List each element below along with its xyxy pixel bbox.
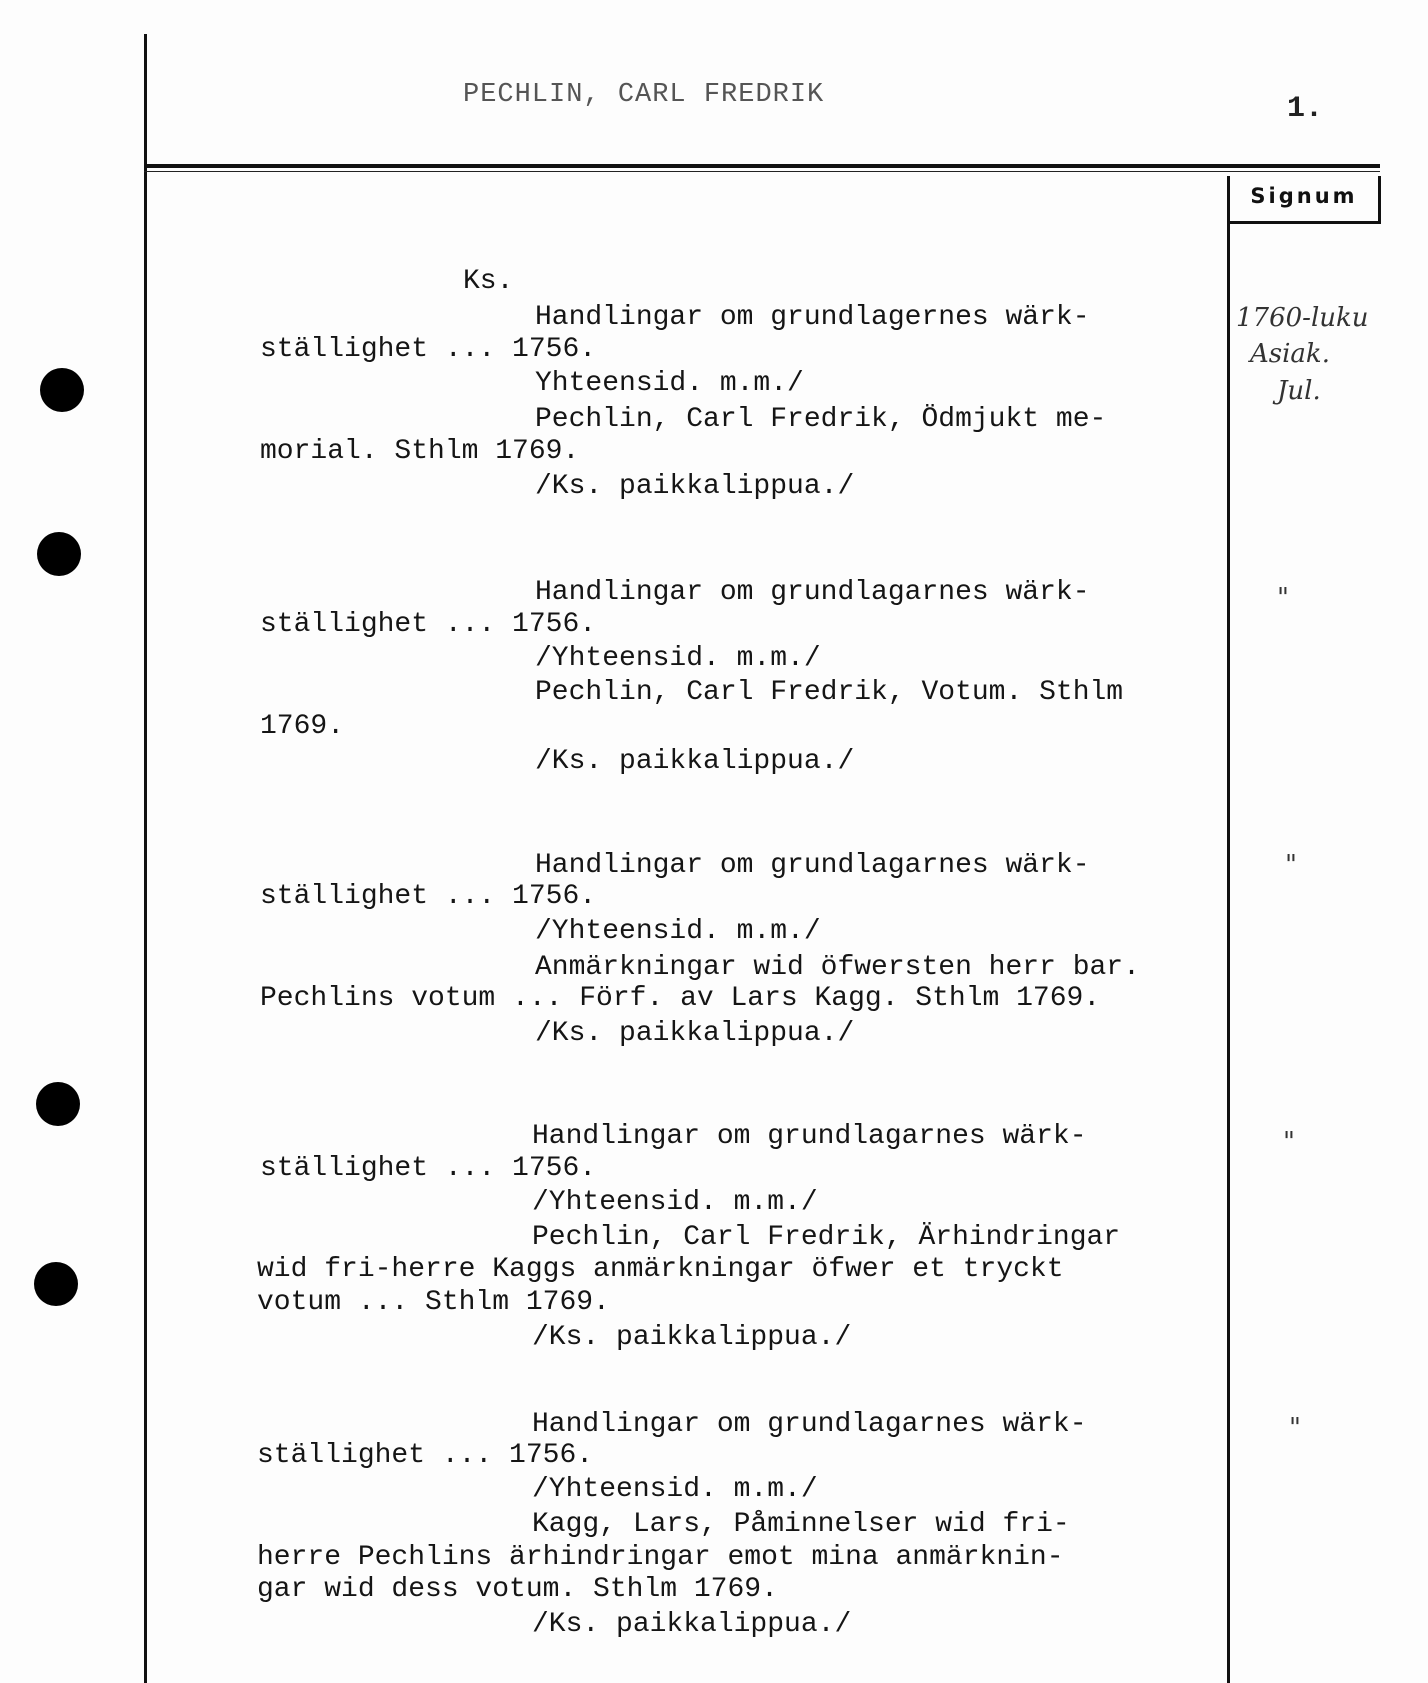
entry-line: gar wid dess votum. Sthlm 1769. xyxy=(257,1574,778,1605)
entry-line: Handlingar om grundlagarnes wärk- xyxy=(532,1409,1087,1440)
entry-line: Pechlin, Carl Fredrik, Ödmjukt me- xyxy=(535,404,1107,435)
entry-line: /Yhteensid. m.m./ xyxy=(532,1474,818,1505)
entry-line: Pechlins votum ... Förf. av Lars Kagg. Sthlm 1769. xyxy=(260,983,1101,1014)
signum-box-right-rule xyxy=(1378,176,1381,224)
entry-line: /Yhteensid. m.m./ xyxy=(535,643,821,674)
punch-hole xyxy=(36,1082,80,1126)
signum-label: Signum xyxy=(1250,184,1358,208)
entry-line: /Yhteensid. m.m./ xyxy=(532,1187,818,1218)
entry-line: /Ks. paikkalippua./ xyxy=(535,471,855,502)
header-rule xyxy=(144,164,1380,168)
entry-line: Handlingar om grundlagarnes wärk- xyxy=(535,850,1090,881)
entry-line: ställighet ... 1756. xyxy=(260,334,597,365)
ditto-mark: " xyxy=(1289,1413,1301,1443)
entry-line: /Yhteensid. m.m./ xyxy=(535,916,821,947)
signum-handwritten-note: 1760-luku xyxy=(1236,303,1369,333)
punch-hole xyxy=(40,368,84,412)
entry-line: Anmärkningar wid öfwersten herr bar. xyxy=(535,952,1140,983)
punch-hole xyxy=(37,532,81,576)
ditto-mark: " xyxy=(1277,583,1289,613)
entry-line: Yhteensid. m.m./ xyxy=(535,368,804,399)
signum-handwritten-note: Jul. xyxy=(1277,376,1321,406)
signum-box-bottom-rule xyxy=(1227,221,1381,224)
entry-line: ställighet ... 1756. xyxy=(260,881,597,912)
entry-line: Kagg, Lars, Påminnelser wid fri- xyxy=(532,1509,1070,1540)
entry-line: /Ks. paikkalippua./ xyxy=(535,1018,855,1049)
signum-column-rule xyxy=(1227,176,1230,1683)
entry-line: ställighet ... 1756. xyxy=(260,609,597,640)
entry-line: ställighet ... 1756. xyxy=(260,1153,597,1184)
entry-line: ställighet ... 1756. xyxy=(257,1440,594,1471)
entry-line: 1769. xyxy=(260,711,345,742)
entry-prefix: Ks. xyxy=(463,266,514,297)
entry-line: herre Pechlins ärhindringar emot mina anmärknin- xyxy=(257,1542,1064,1573)
entry-line: Handlingar om grundlagernes wärk- xyxy=(535,302,1090,333)
entry-line: Handlingar om grundlagarnes wärk- xyxy=(532,1121,1087,1152)
ditto-mark: " xyxy=(1283,1127,1295,1157)
entry-line: Handlingar om grundlagarnes wärk- xyxy=(535,577,1090,608)
entry-line: /Ks. paikkalippua./ xyxy=(532,1322,852,1353)
entry-line: Pechlin, Carl Fredrik, Votum. Sthlm xyxy=(535,677,1124,708)
signum-handwritten-note: Asiak. xyxy=(1250,339,1330,369)
entry-line: wid fri-herre Kaggs anmärkningar öfwer et tryckt xyxy=(257,1254,1064,1285)
ditto-mark: " xyxy=(1285,850,1297,880)
card-title: PECHLIN, CARL FREDRIK xyxy=(463,80,825,110)
entry-line: morial. Sthlm 1769. xyxy=(260,436,580,467)
entry-line: votum ... Sthlm 1769. xyxy=(257,1287,610,1318)
entry-line: Pechlin, Carl Fredrik, Ärhindringar xyxy=(532,1222,1121,1253)
entry-line: /Ks. paikkalippua./ xyxy=(532,1609,852,1640)
punch-hole xyxy=(34,1262,78,1306)
page-number: 1. xyxy=(1287,92,1324,126)
header-rule-thin xyxy=(144,171,1380,172)
left-margin-rule xyxy=(144,34,147,1683)
entry-line: /Ks. paikkalippua./ xyxy=(535,746,855,777)
